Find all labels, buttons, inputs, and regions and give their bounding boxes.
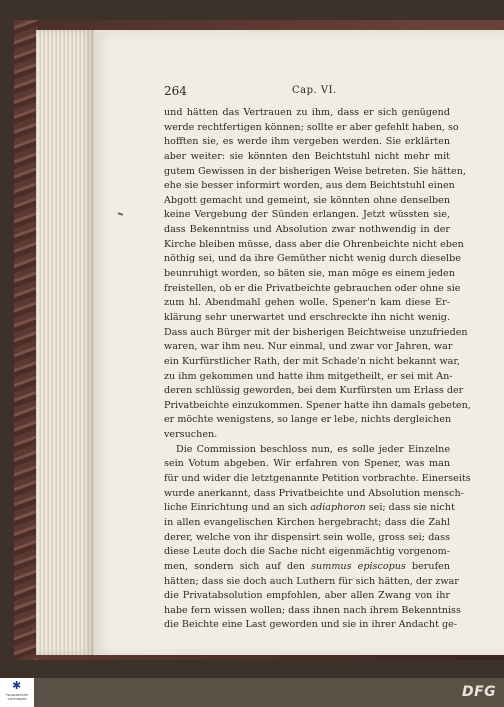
- page-header: [164, 84, 454, 100]
- text-line: werde rechtfertigen können; sollte er aber gefehlt haben, so: [164, 121, 459, 133]
- emphasized-term: adiaphoron: [310, 502, 366, 514]
- text-line: deren schlüssig geworden, bei dem Kurfürsten um Erlass der: [164, 385, 464, 397]
- text-line: er möchte wenigstens, so lange er lebe, nichts dergleichen: [164, 414, 452, 426]
- text-line: und hätten das Vertrauen zu ihm, dass er sich genügend: [164, 107, 450, 118]
- page-edges: [36, 30, 94, 655]
- text-line: Privatbeichte einzukommen. Spener hatte ihn damals gebeten,: [164, 399, 471, 411]
- marbled-edge: [14, 20, 38, 660]
- page-number: 264: [164, 84, 187, 98]
- text-line: Kirche bleiben müsse, dass aber die Ohrenbeichte nicht eben: [164, 238, 464, 250]
- library-logo-text: FRANCKESCHE STIFTUNGEN: [5, 693, 29, 701]
- text-line: ehe sie besser informirt worden, aus dem Beichtstuhl einen: [164, 180, 455, 192]
- text-line: liche Einrichtung und an sich adiaphoron sei; dass sie nicht: [164, 502, 455, 514]
- library-logo[interactable]: [0, 678, 34, 707]
- emphasized-term: summus episcopus: [311, 560, 406, 572]
- text-line: dass Bekenntniss und Absolution zwar nothwendig in der: [164, 224, 450, 236]
- text-line: wurde anerkannt, dass Privatbeichte und Absolution mensch-: [164, 487, 464, 499]
- text-line: versuchen.: [164, 429, 218, 441]
- text-line: keine Vergebung der Sünden erlangen. Jetzt wüssten sie,: [164, 209, 450, 221]
- star-icon: ✱: [12, 679, 22, 692]
- text-line: in allen evangelischen Kirchen hergebracht; dass die Zahl: [164, 516, 450, 528]
- text-line: zu ihm gekommen und hatte ihm mitgetheilt, er sei mit An-: [164, 370, 453, 382]
- dfg-logo[interactable]: DFG: [462, 684, 497, 700]
- text-line: diese Leute doch die Sache nicht eigenmächtig vorgenom-: [164, 546, 450, 558]
- footer-bar: [0, 678, 504, 707]
- text-line: hofften sie, es werde ihm vergeben werden. Sie erklärten: [164, 136, 450, 148]
- text-line: derer, welche von ihr dispensirt sein wolle, gross sei; dass: [164, 531, 450, 543]
- text-line: freistellen, ob er die Privatbeichte gebrauchen oder ohne sie: [164, 282, 461, 294]
- text-line: Die Commission beschloss nun, es solle jeder Einzelne: [176, 443, 450, 455]
- text-line: die Privatabsolution empfohlen, aber allen Zwang von ihr: [164, 590, 450, 602]
- text-line: aber weiter: sie könnten den Beichtstuhl nicht mehr mit: [164, 150, 450, 162]
- text-line: nöthig sei, und da ihre Gemüther nicht wenig durch dieselbe: [164, 253, 461, 265]
- text-line: habe fern wissen wollen; dass ihnen nach ihrem Bekenntniss: [164, 604, 461, 616]
- text-line: beunruhigt worden, so bäten sie, man möge es einem jeden: [164, 268, 455, 280]
- running-head: Cap. VI.: [292, 85, 337, 96]
- text-line: die Beichte eine Last geworden und sie in ihrer Andacht ge-: [164, 619, 458, 631]
- text-line: ein Kurfürstlicher Rath, der mit Schade'n nicht bekannt war,: [164, 355, 460, 367]
- text-line: men, sondern sich auf den summus episcopus berufen: [164, 560, 450, 572]
- text-line: Abgott gemacht und gemeint, sie könnten ohne denselben: [164, 194, 450, 206]
- text-line: hätten; dass sie doch auch Luthern für sich hätten, der zwar: [164, 575, 459, 587]
- text-line: klärung sehr unerwartet und erschreckte ihn nicht wenig.: [164, 311, 450, 323]
- text-line: waren, war ihm neu. Nur einmal, und zwar vor Jahren, war: [164, 341, 453, 353]
- body-text: [164, 106, 471, 633]
- text-line: zum hl. Abendmahl gehen wolle. Spener'n kam diese Er-: [164, 297, 450, 309]
- text-line: Dass auch Bürger mit der bisherigen Beichtweise unzufrieden: [164, 326, 468, 338]
- text-line: gutem Gewissen in der bisherigen Weise betreten. Sie hätten,: [164, 165, 466, 177]
- text-line: für und wider die letztgenannte Petition vorbrachte. Einerseits: [164, 473, 471, 485]
- text-line: sein Votum abgeben. Wir erfahren von Spener, was man: [164, 458, 450, 470]
